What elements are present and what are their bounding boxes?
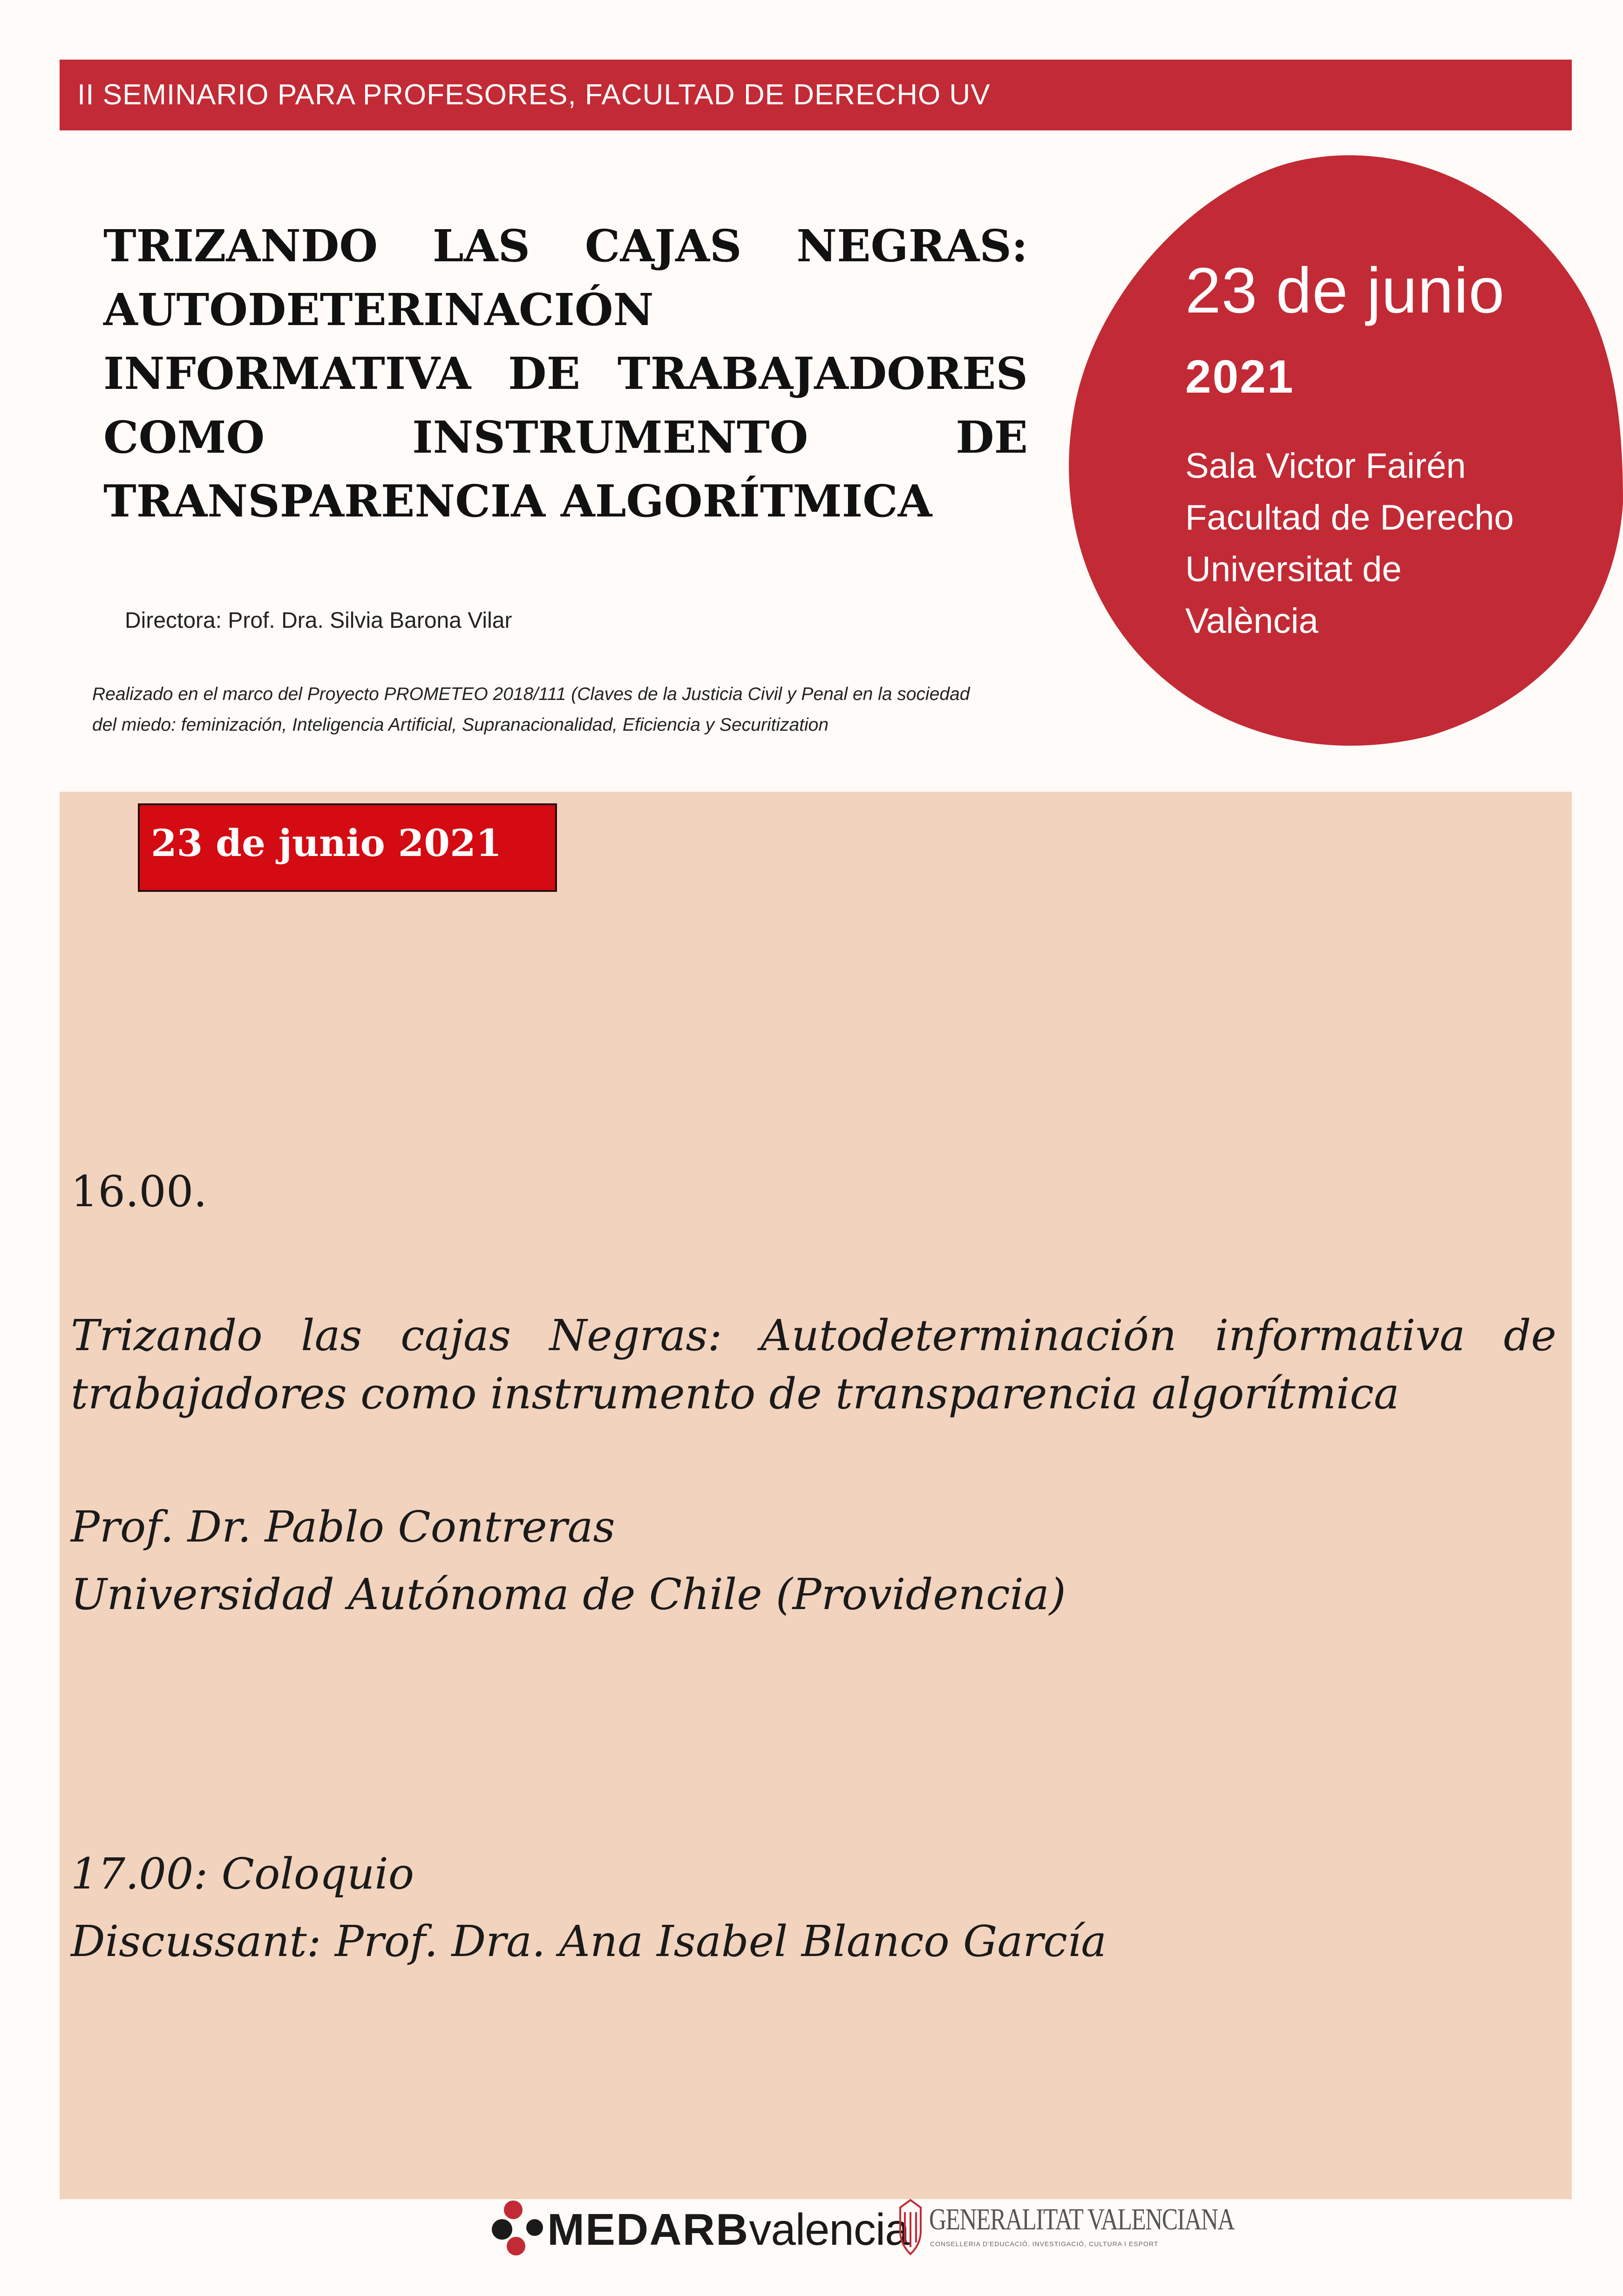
speaker-name: Prof. Dr. Pablo Contreras	[71, 1502, 615, 1552]
project-note-line-1: Realizado en el marco del Proyecto PROMETEO 2018/111 (Claves de la Justicia Civil y Penal en la sociedad	[92, 684, 970, 704]
venue-line: Universitat de	[1185, 550, 1402, 589]
coloquio-time: 17.00: Coloquio	[71, 1849, 414, 1899]
medarb-wordmark	[547, 2204, 910, 2255]
project-note	[92, 679, 1047, 740]
program-date-badge	[138, 803, 557, 892]
generalitat-name: GENERALITAT VALENCIANA	[929, 2202, 1235, 2236]
seminar-banner-text: II SEMINARIO PARA PROFESORES, FACULTAD DE DERECHO UV	[77, 79, 991, 111]
venue-line: Facultad de Derecho	[1185, 498, 1514, 537]
event-venue	[1185, 440, 1514, 647]
generalitat-crest-icon	[896, 2198, 924, 2256]
venue-line: Sala Victor Fairén	[1185, 446, 1466, 486]
discussant: Discussant: Prof. Dra. Ana Isabel Blanco García	[71, 1916, 1107, 1966]
event-year: 2021	[1185, 351, 1295, 403]
generalitat-department: CONSELLERIA D'EDUCACIÓ, INVESTIGACIÓ, CULTURA I ESPORT	[930, 2240, 1159, 2248]
venue-line: València	[1185, 601, 1318, 641]
generalitat-valenciana-logo	[896, 2198, 1235, 2263]
project-note-line-2: del miedo: feminización, Inteligencia Artificial, Supranacionalidad, Eficiencia y Securitization	[92, 715, 829, 735]
program-panel	[60, 792, 1572, 2199]
medarb-valencia-logo	[489, 2191, 910, 2261]
session-time: 16.00.	[71, 1167, 207, 1216]
medarb-bold-text: MEDARB	[547, 2205, 749, 2255]
medarb-light-text: valencia	[749, 2205, 910, 2255]
seminar-banner	[60, 60, 1572, 130]
director-line: Directora: Prof. Dra. Silvia Barona Vilar	[125, 608, 512, 633]
event-date: 23 de junio	[1185, 255, 1505, 326]
speaker-affiliation: Universidad Autónoma de Chile (Providencia)	[71, 1569, 1066, 1619]
program-date-label: 23 de junio 2021	[151, 821, 502, 865]
page-title: TRIZANDO LAS CAJAS NEGRAS: AUTODETERINACIÓN INFORMATIVA DE TRABAJADORES COMO INSTRUMENTO DE TRANSPARENCIA ALGORÍTMICA	[103, 220, 1028, 527]
talk-title: Trizando las cajas Negras: Autodeterminación informativa de trabajadores como instrumento de transparencia algorítmica	[71, 1311, 1556, 1419]
